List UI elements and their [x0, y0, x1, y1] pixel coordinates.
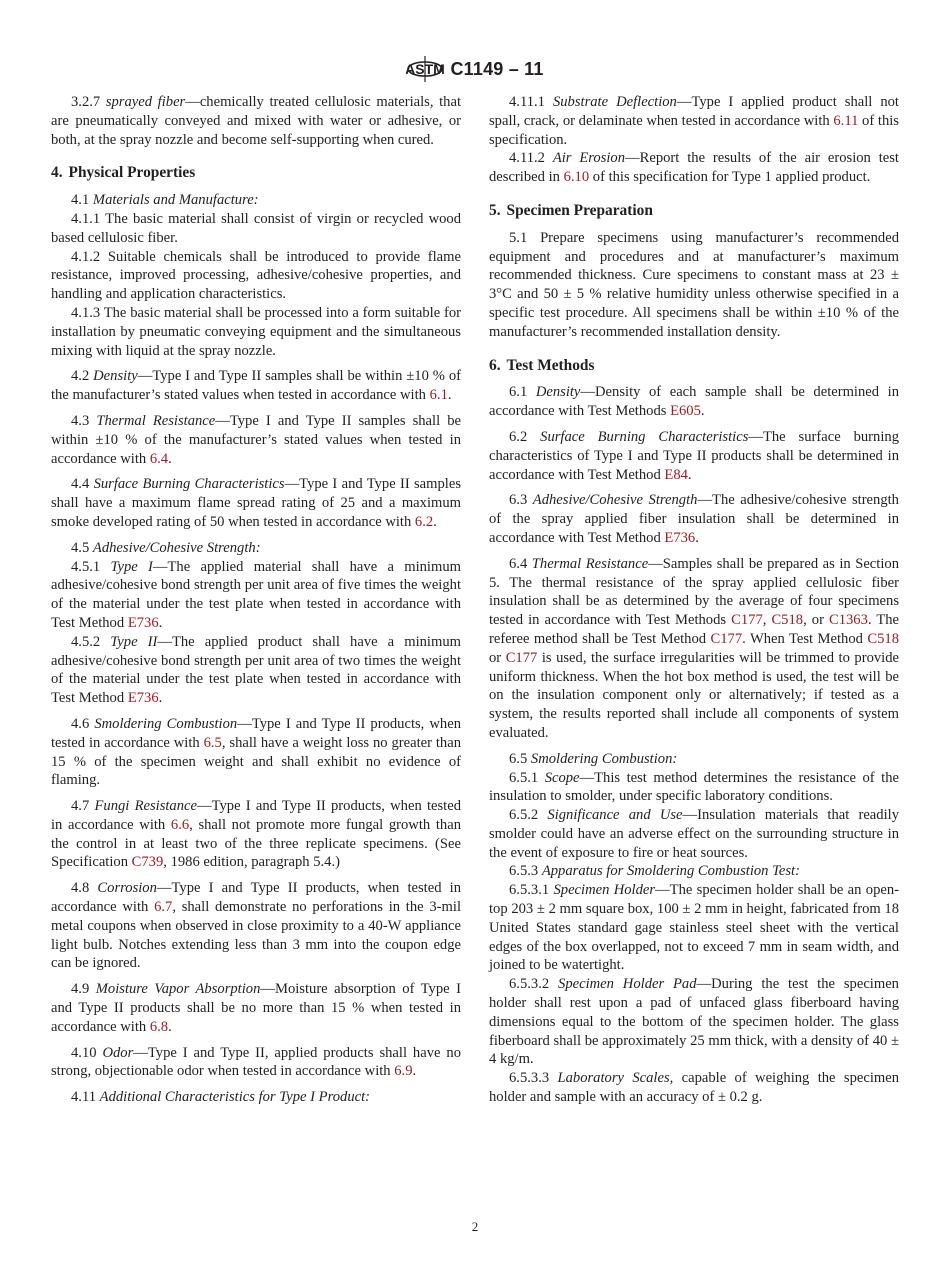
- right-column: [489, 93, 899, 1107]
- paragraph-4-2: 4.2 Density—Type I and Type II samples shall be within ±10 % of the manufacturer’s stated values when tested in accordance with 6.1.: [51, 368, 461, 404]
- ref-link-c177[interactable]: C177: [710, 630, 743, 647]
- paragraph-4-8: 4.8 Corrosion—Type I and Type II products, when tested in accordance with 6.7, shall demonstrate no perforations in the 3-mil metal coupons when observed in close proximity to a 40-W appliance light bulb. Notches extending less than 3 mm into the coupon edge can be ignored.: [51, 880, 461, 972]
- paragraph-6-3: 6.3 Adhesive/Cohesive Strength—The adhesive/cohesive strength of the spray applied fiber insulation shall be determined in accordance with Test Method E736.: [489, 492, 899, 546]
- paragraph-4-1: 4.1 Materials and Manufacture:: [71, 192, 259, 209]
- ref-link-e736[interactable]: E736: [127, 690, 159, 707]
- svg-text:ASTM: ASTM: [406, 61, 445, 77]
- page-header: [0, 54, 950, 84]
- ref-link-6-1[interactable]: 6.1: [429, 387, 448, 404]
- paragraph-4-11-2: 4.11.2 Air Erosion—Report the results of the air erosion test described in 6.10 of this specification for Type 1 applied product.: [489, 150, 899, 186]
- ref-link-c177[interactable]: C177: [731, 612, 763, 629]
- left-column: [51, 93, 461, 1107]
- document-id: C1149 – 11: [450, 58, 544, 79]
- section-heading-4: 4. Physical Properties: [51, 164, 196, 182]
- paragraph-6-5: 6.5 Smoldering Combustion:: [509, 750, 678, 767]
- paragraph-4-3: 4.3 Thermal Resistance—Type I and Type II samples shall be within ±10 % of the manufacturer’s stated values when tested in accordance with 6.4.: [51, 412, 461, 467]
- paragraph-6-5-3-1: 6.5.3.1 Specimen Holder—The specimen holder shall be an open-top 203 ± 2 mm square box, 100 ± 2 mm in height, fabricated from 18 United States standard gage stainless steel sheet with the vertical edges of the box overlapped, not to exceed 7 mm in seam width, and joined to be watertight.: [489, 882, 899, 974]
- ref-link-6-8[interactable]: 6.8: [149, 1018, 169, 1035]
- ref-link-c1363[interactable]: C1363: [828, 612, 868, 629]
- ref-link-6-11[interactable]: 6.11: [833, 112, 859, 129]
- ref-link-c518[interactable]: C518: [867, 630, 899, 647]
- paragraph-4-11: 4.11 Additional Characteristics for Type I Product:: [71, 1089, 371, 1106]
- paragraph-4-9: 4.9 Moisture Vapor Absorption—Moisture absorption of Type I and Type II products shall be no more than 15 % when tested in accordance with 6.8.: [51, 981, 461, 1035]
- paragraph-4-11-1: 4.11.1 Substrate Deflection—Type I applied product shall not spall, crack, or delaminate when tested in accordance with 6.11 of this specification.: [489, 94, 899, 148]
- paragraph-6-5-1: 6.5.1 Scope—This test method determines the resistance of the insulation to smolder, under specific laboratory conditions.: [489, 769, 899, 805]
- section-heading-6: 6. Test Methods: [489, 356, 595, 374]
- paragraph-6-2: 6.2 Surface Burning Characteristics—The surface burning characteristics of Type I and Type II products shall be determined in accordance with Test Method E84.: [489, 428, 899, 483]
- paragraph-4-5-2: 4.5.2 Type II—The applied product shall have a minimum adhesive/cohesive bond strength per unit area of two times the weight of the material under the test plate when tested in accordance with Test Method E736.: [51, 633, 461, 707]
- page-number: 2: [471, 1219, 479, 1234]
- paragraph-4-4: 4.4 Surface Burning Characteristics—Type I and Type II samples shall have a maximum flame spread rating of 25 and a maximum smoke developed rating of 50 when tested in accordance with 6.2.: [51, 476, 462, 530]
- ref-link-c739[interactable]: C739: [131, 854, 164, 871]
- ref-link-6-2[interactable]: 6.2: [414, 513, 434, 530]
- ref-link-e84[interactable]: E84: [664, 466, 688, 483]
- paragraph-4-1-2: 4.1.2 Suitable chemicals shall be introduced to provide flame resistance, improved processing, adhesive/cohesive properties, and handling and application characteristics.: [51, 248, 461, 303]
- paragraph-4-5: 4.5 Adhesive/Cohesive Strength:: [71, 539, 261, 556]
- ref-link-c177[interactable]: C177: [505, 649, 538, 666]
- ref-link-6-6[interactable]: 6.6: [170, 816, 190, 833]
- paragraph-4-1-3: 4.1.3 The basic material shall be processed into a form suitable for installation by pneumatic conveying equipment and the simultaneous mixing with liquid at the spray nozzle.: [51, 304, 461, 359]
- paragraph-3-2-7: 3.2.7 sprayed fiber—chemically treated cellulosic materials, that are pneumatically conveyed and mixed with water or adhesive, or both, at the spray nozzle and become self-supporting when cured.: [51, 94, 461, 148]
- paragraph-5-1: 5.1 Prepare specimens using manufacturer’s recommended equipment and procedures and at manufacturer’s maximum recommended thickness. Cure specimens to constant mass at 23 ± 3°C and 50 ± 5 % relative humidity unless otherwise specified in a specific test procedure. All specimens shall be within ±10 % of the manufacturer’s recommended installation density.: [489, 229, 899, 340]
- ref-link-e736[interactable]: E736: [664, 529, 696, 546]
- ref-link-6-10[interactable]: 6.10: [563, 169, 590, 186]
- ref-link-6-4[interactable]: 6.4: [149, 450, 169, 467]
- astm-logo-icon: [406, 54, 444, 84]
- ref-link-c518[interactable]: C518: [771, 612, 804, 629]
- ref-link-6-9[interactable]: 6.9: [394, 1063, 413, 1080]
- paragraph-6-5-3-3: 6.5.3.3 Laboratory Scales, capable of weighing the specimen holder and sample with an accuracy of ± 0.2 g.: [489, 1070, 899, 1106]
- ref-link-e605[interactable]: E605: [670, 403, 701, 420]
- paragraph-6-4: 6.4 Thermal Resistance—Samples shall be prepared as in Section 5. The thermal resistance of the spray applied cellulosic fiber insulation shall be as determined by the average of four specimens tested in accordance with Test Methods C177, C518, or C1363. The referee method shall be Test Method C177. When Test Method C518 or C177 is used, the surface irregularities will be trimmed to provide uniform thickness. When the hot box method is used, the test will be on the insulation component only or alternatively; if tested as a system, the results reported shall include all components of system evaluated.: [489, 555, 900, 741]
- ref-link-e736[interactable]: E736: [127, 614, 159, 631]
- ref-link-6-7[interactable]: 6.7: [154, 899, 173, 916]
- paragraph-6-1: 6.1 Density—Density of each sample shall be determined in accordance with Test Methods E605.: [489, 384, 899, 420]
- paragraph-4-5-1: 4.5.1 Type I—The applied material shall have a minimum adhesive/cohesive bond strength per unit area of five times the weight of the material under the test plate when tested in accordance with Test Method E736.: [51, 558, 461, 631]
- paragraph-4-6: 4.6 Smoldering Combustion—Type I and Type II products, when tested in accordance with 6.5, shall have a weight loss no greater than 15 % of the specimen weight and shall exhibit no evidence of flaming.: [51, 715, 462, 789]
- paragraph-6-5-3-2: 6.5.3.2 Specimen Holder Pad—During the test the specimen holder shall rest upon a pad of unfaced glass fiberboard having dimensions equal to the bottom of the specimen holder. The glass fiberboard shall be approximately 25 mm thick, with a density of 40 ± 4 kg/m.: [489, 976, 899, 1068]
- ref-link-6-5[interactable]: 6.5: [203, 734, 222, 751]
- paragraph-4-7: 4.7 Fungi Resistance—Type I and Type II products, when tested in accordance with 6.6, shall not promote more fungal growth than the control in at least two of the three replicate specimens. (See Specification C739, 1986 edition, paragraph 5.4.): [51, 798, 462, 871]
- paragraph-4-1-1: 4.1.1 The basic material shall consist of virgin or recycled wood based cellulosic fiber.: [51, 210, 461, 246]
- paragraph-6-5-3: 6.5.3 Apparatus for Smoldering Combustion Test:: [509, 863, 800, 880]
- paragraph-4-10: 4.10 Odor—Type I and Type II, applied products shall have no strong, objectionable odor when tested in accordance with 6.9.: [51, 1044, 461, 1080]
- section-heading-5: 5. Specimen Preparation: [489, 201, 653, 219]
- paragraph-6-5-2: 6.5.2 Significance and Use—Insulation materials that readily smolder could have an adverse effect on the surrounding structure in the event of exposure to fire or heat sources.: [489, 807, 899, 861]
